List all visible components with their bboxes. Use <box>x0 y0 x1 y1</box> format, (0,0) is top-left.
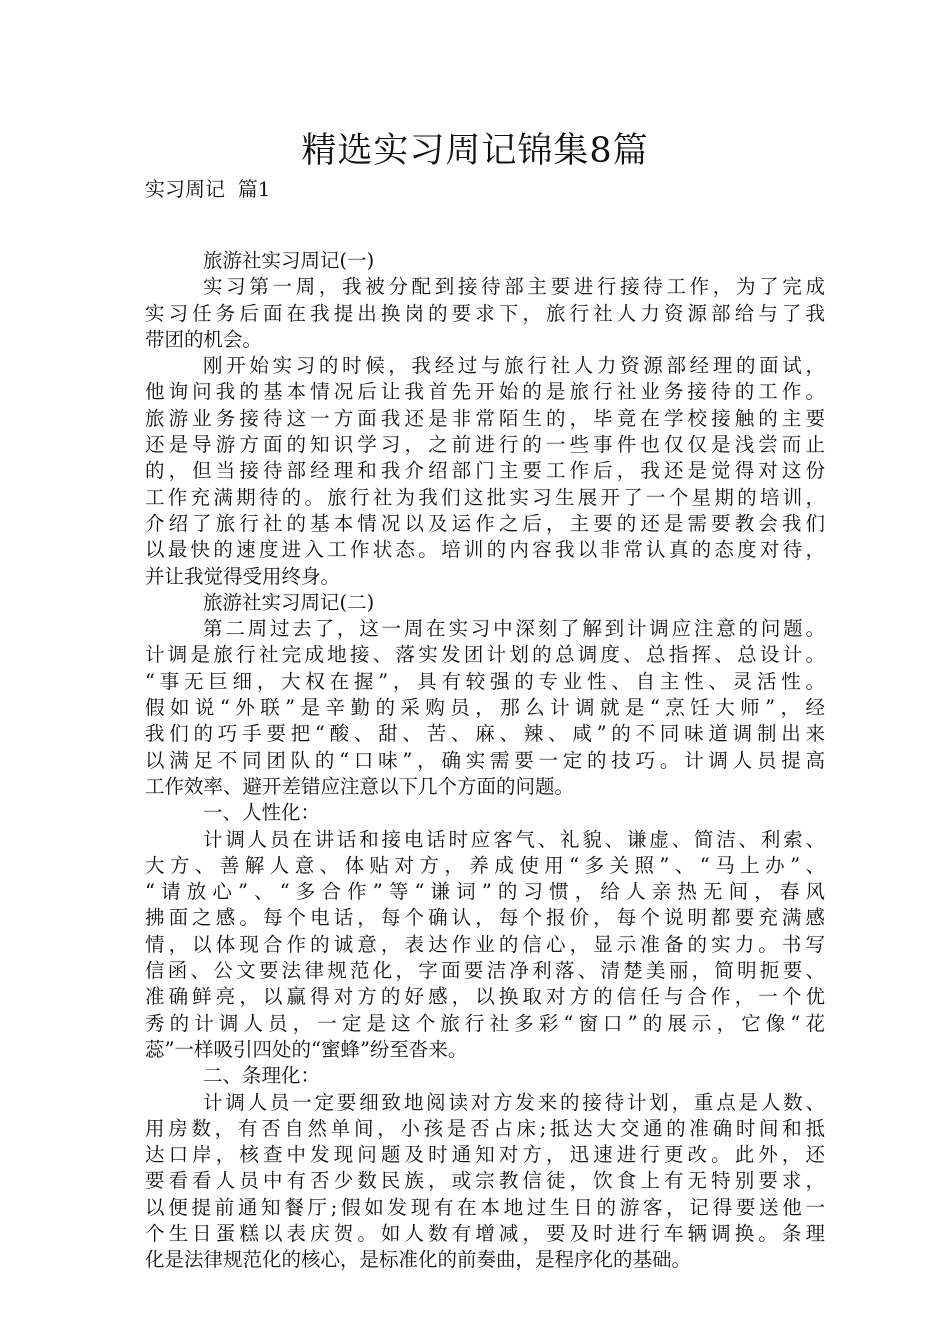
document-body <box>145 248 825 1274</box>
text-line: 他询问我的基本情况后让我首先开始的是旅行社业务接待的工作。 <box>145 380 825 404</box>
text-line: 计调人员一定要细致地阅读对方发来的接待计划，重点是人数、 <box>203 1090 825 1114</box>
text-line: 的，但当接待部经理和我介绍部门主要工作后，我还是觉得对这份 <box>145 459 825 483</box>
text-line: “事无巨细，大权在握”，具有较强的专业性、自主性、灵活性。 <box>145 669 825 693</box>
text-line: 蕊”一样吸引四处的“蜜蜂”纷至沓来。 <box>145 1037 468 1061</box>
text-line: 准确鲜亮，以赢得对方的好感，以换取对方的信任与合作，一个优 <box>145 985 825 1009</box>
text-line: 带团的机会。 <box>145 327 263 351</box>
text-line: “请放心”、“多合作”等“谦词”的习惯，给人亲热无间，春风 <box>145 880 825 904</box>
text-line: 并让我觉得受用终身。 <box>145 564 341 588</box>
text-line: 实习任务后面在我提出换岗的要求下，旅行社人力资源部给与了我 <box>145 301 825 325</box>
text-line: 以满足不同团队的“口味”，确实需要一定的技巧。计调人员提高 <box>145 748 825 772</box>
text-line: 信函、公文要法律规范化，字面要洁净利落、清楚美丽，简明扼要、 <box>145 959 825 983</box>
text-line: 介绍了旅行社的基本情况以及运作之后，主要的还是需要教会我们 <box>145 511 825 535</box>
text-line: 以便提前通知餐厅;假如发现有在本地过生日的游客，记得要送他一 <box>145 1195 825 1219</box>
text-line: 刚开始实习的时候，我经过与旅行社人力资源部经理的面试， <box>203 354 825 378</box>
text-line: 大方、善解人意、体贴对方，养成使用“多关照”、“马上办”、 <box>145 853 825 877</box>
text-line: 拂面之感。每个电话，每个确认，每个报价，每个说明都要充满感 <box>145 906 825 930</box>
text-line: 我们的巧手要把“酸、甜、苦、麻、辣、咸”的不同味道调制出来 <box>145 722 825 746</box>
text-line: 达口岸，核查中发现问题及时通知对方，迅速进行更改。此外，还 <box>145 1143 825 1167</box>
text-line: 情，以体现合作的诚意，表达作业的信心，显示准备的实力。书写 <box>145 932 825 956</box>
document-title: 精选实习周记锦集8篇 <box>301 131 649 171</box>
text-line: 计调是旅行社完成地接、落实发团计划的总调度、总指挥、总设计。 <box>145 643 825 667</box>
text-line: 实习第一周，我被分配到接待部主要进行接待工作，为了完成 <box>203 275 825 299</box>
text-line: 一、人性化： <box>203 801 321 825</box>
text-line: 工作充满期待的。旅行社为我们这批实习生展开了一个星期的培训， <box>145 485 825 509</box>
text-line: 要看看人员中有否少数民族，或宗教信徒，饮食上有无特别要求， <box>145 1169 825 1193</box>
text-line: 以最快的速度进入工作状态。培训的内容我以非常认真的态度对待， <box>145 538 825 562</box>
text-line: 旅游社实习周记(二) <box>203 590 375 614</box>
section-label: 实习周记 篇1 <box>145 177 271 201</box>
text-line: 工作效率、避开差错应注意以下几个方面的问题。 <box>145 774 575 798</box>
text-line: 第二周过去了，这一周在实习中深刻了解到计调应注意的问题。 <box>203 617 825 641</box>
text-line: 还是导游方面的知识学习，之前进行的一些事件也仅仅是浅尝而止 <box>145 433 825 457</box>
text-line: 假如说“外联”是辛勤的采购员，那么计调就是“烹饪大师”，经 <box>145 696 825 720</box>
text-line: 旅游社实习周记(一) <box>203 249 375 272</box>
text-line: 计调人员在讲话和接电话时应客气、礼貌、谦虚、简洁、利索、 <box>203 827 825 851</box>
text-line: 化是法律规范化的核心，是标准化的前奏曲，是程序化的基础。 <box>145 1248 692 1272</box>
text-line: 个生日蛋糕以表庆贺。如人数有增减，要及时进行车辆调换。条理 <box>145 1221 825 1245</box>
text-line: 旅游业务接待这一方面我还是非常陌生的，毕竟在学校接触的主要 <box>145 406 825 430</box>
text-line: 秀的计调人员，一定是这个旅行社多彩“窗口”的展示，它像“花 <box>145 1011 825 1035</box>
text-line: 用房数，有否自然单间，小孩是否占床;抵达大交通的准确时间和抵 <box>145 1116 825 1140</box>
text-line: 二、条理化： <box>203 1064 321 1088</box>
